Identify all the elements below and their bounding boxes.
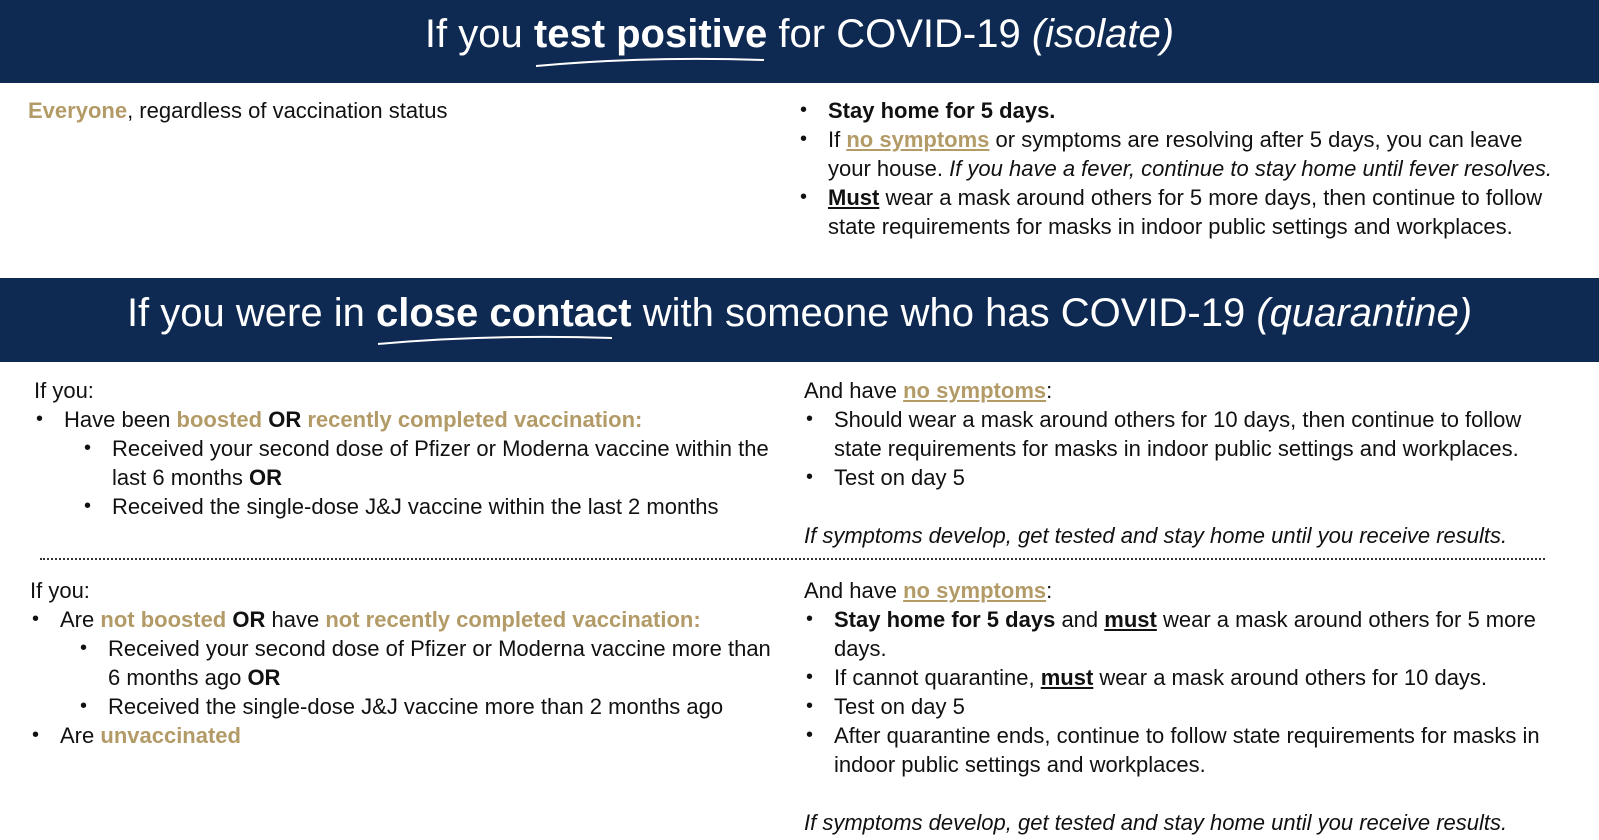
no-symptoms-link[interactable]: no symptoms [903, 378, 1047, 403]
or-label: OR [248, 465, 282, 490]
list-item [804, 463, 1574, 492]
unvaccinated-label: unvaccinated [100, 723, 241, 748]
mask-10-days-text: wear a mask around others for 10 days. [1099, 665, 1488, 690]
isolate-list [798, 96, 1558, 241]
list-item [804, 692, 1584, 721]
must-label: must [1040, 665, 1094, 690]
stay-home-text: Stay home for 5 days. [828, 98, 1056, 123]
title-prefix: If you [424, 12, 523, 56]
vaccination-status-text: , regardless of vaccination status [127, 98, 448, 123]
mask-text: wear a mask around others for 5 more days, then continue to follow state requirements for masks in indoor public settings and workplaces. [828, 185, 1543, 239]
quarantine-title [127, 278, 1472, 348]
and-have-text: And have [804, 578, 897, 603]
symptoms-note: If symptoms develop, get tested and stay home until you receive results. [804, 810, 1508, 835]
isolate-banner [0, 0, 1599, 83]
section-divider [40, 558, 1545, 560]
boosted-label: boosted [176, 407, 263, 432]
mask-5-days-text: wear a mask around others for 5 more days. [834, 607, 1536, 661]
pfizer-moderna-text: Received your second dose of Pfizer or Moderna vaccine within the last 6 months [112, 436, 769, 490]
list-item [798, 96, 1558, 125]
text-have-been: Have been [64, 407, 171, 432]
cannot-quarantine-text: If cannot quarantine, [834, 665, 1035, 690]
after-quarantine-text: After quarantine ends, continue to follow state requirements for masks in indoor public settings and workplaces. [834, 723, 1540, 777]
list-item [30, 605, 780, 634]
fever-note: If you have a fever, continue to stay home until fever resolves. [949, 156, 1552, 181]
text-are: Are [60, 607, 95, 632]
and-have-text: And have [804, 378, 897, 403]
test-day-5-text: Test on day 5 [834, 694, 965, 719]
not-boosted-criteria [30, 576, 780, 750]
title-middle: with someone who has COVID-19 [642, 291, 1246, 335]
title-bold [534, 0, 767, 68]
title-prefix: If you were in [126, 291, 365, 335]
must-label: Must [828, 185, 880, 210]
or-label: OR [247, 665, 281, 690]
text-are: Are [60, 723, 95, 748]
not-boosted-list [30, 605, 780, 750]
symptoms-note: If symptoms develop, get tested and stay home until you receive results. [804, 523, 1508, 548]
list-item [804, 605, 1584, 663]
boosted-list [34, 405, 774, 521]
list-item [798, 183, 1558, 241]
jj-text: Received the single-dose J&J vaccine within the last 2 months [112, 494, 719, 519]
list-item [34, 492, 774, 521]
list-item [804, 405, 1574, 463]
list-item [30, 634, 780, 692]
isolate-title [425, 0, 1174, 68]
list-item [804, 663, 1584, 692]
boosted-criteria [34, 376, 774, 521]
boosted-instructions-list [804, 405, 1574, 492]
mask-10-days-text: Should wear a mask around others for 10 days, then continue to follow state requirements for masks in indoor public settings and workplaces. [834, 407, 1522, 461]
colon: : [1046, 378, 1053, 403]
or-label: OR [268, 407, 302, 432]
everyone-label: Everyone [28, 98, 128, 123]
text-if: If [828, 127, 841, 152]
recently-completed-label: recently completed vaccination: [307, 407, 643, 432]
if-you-label: If you: [30, 578, 90, 603]
title-italic: (quarantine) [1256, 291, 1473, 335]
list-item [30, 692, 780, 721]
not-boosted-instructions [804, 576, 1584, 837]
swoosh-underline-icon [376, 334, 616, 348]
isolate-who [28, 96, 447, 125]
no-symptoms-link[interactable]: no symptoms [903, 578, 1047, 603]
boosted-instructions [804, 376, 1574, 550]
title-italic: (isolate) [1031, 12, 1175, 56]
pfizer-moderna-text: Received your second dose of Pfizer or Moderna vaccine more than 6 months ago [108, 636, 771, 690]
must-label: must [1104, 607, 1157, 632]
stay-home-text: Stay home for 5 days [834, 607, 1056, 632]
list-item [30, 721, 780, 750]
swoosh-underline-icon [534, 56, 766, 70]
test-day-5-text: Test on day 5 [834, 465, 965, 490]
list-item [34, 405, 774, 434]
jj-text: Received the single-dose J&J vaccine more than 2 months ago [108, 694, 724, 719]
not-boosted-instructions-list [804, 605, 1584, 779]
title-bold-text: close contact [375, 291, 632, 335]
list-item [804, 721, 1584, 779]
not-recently-completed-label: not recently completed vaccination: [325, 607, 701, 632]
title-bold-text: test positive [533, 12, 768, 56]
if-you-label: If you: [34, 378, 94, 403]
no-symptoms-link[interactable]: no symptoms [846, 127, 990, 152]
not-boosted-label: not boosted [100, 607, 227, 632]
quarantine-banner [0, 278, 1599, 362]
text-have: have [271, 607, 320, 632]
list-item [34, 434, 774, 492]
text-resolving: or symptoms are resolving after 5 days, you can leave your house. [828, 127, 1523, 181]
isolate-instructions [798, 96, 1558, 241]
title-middle: for COVID-19 [778, 12, 1021, 56]
title-bold [376, 278, 632, 348]
list-item [798, 125, 1558, 183]
colon: : [1046, 578, 1053, 603]
and-have-heading [804, 376, 1574, 405]
or-label: OR [232, 607, 266, 632]
text-and: and [1061, 607, 1099, 632]
and-have-heading [804, 576, 1584, 605]
